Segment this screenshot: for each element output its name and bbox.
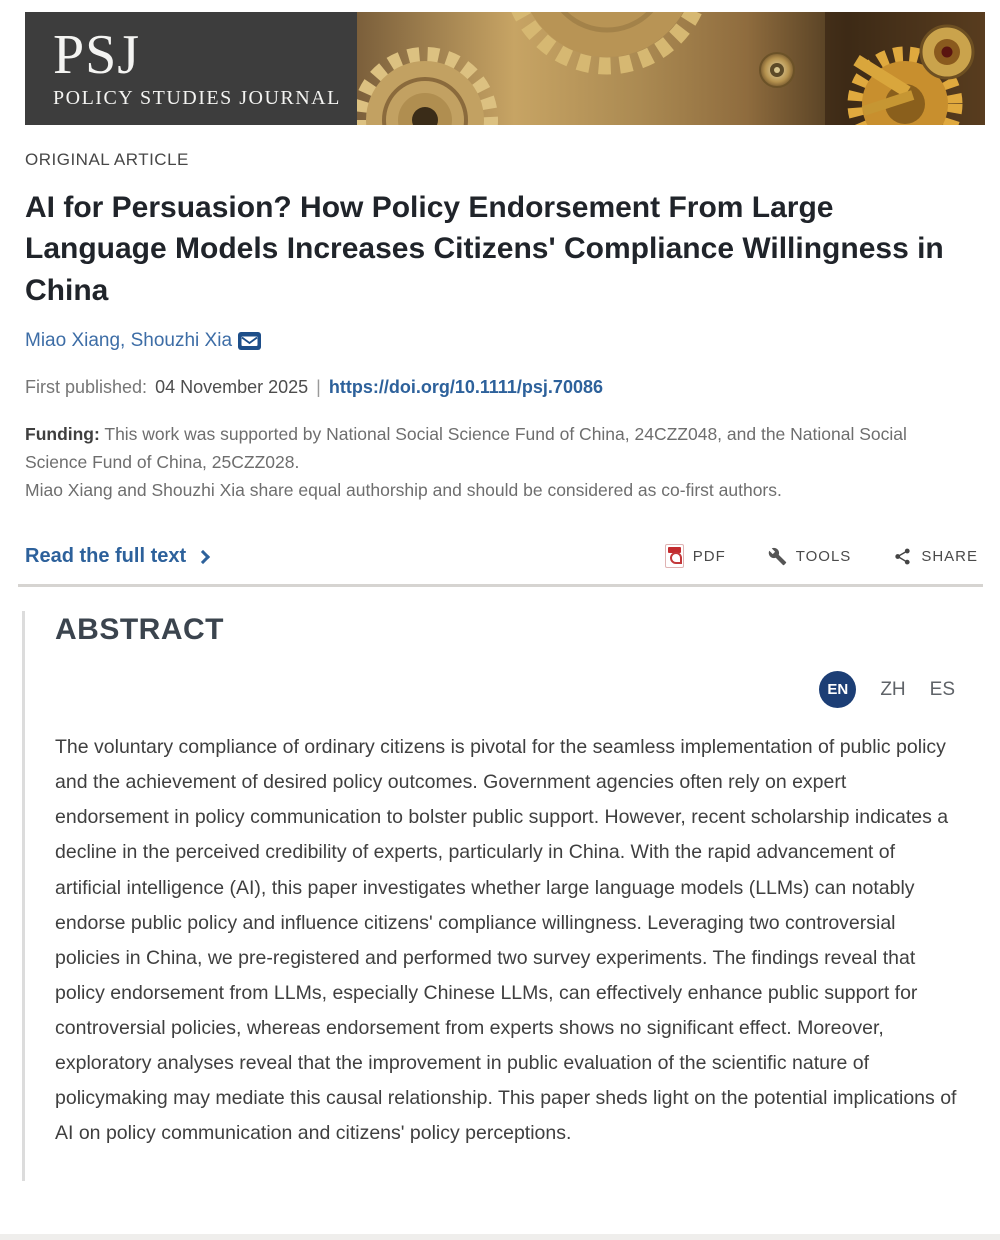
authorship-note: Miao Xiang and Shouzhi Xia share equal authorship and should be considered as co-first authors. xyxy=(25,480,782,501)
journal-cover-gears-image xyxy=(357,12,985,125)
funding-statement xyxy=(25,420,960,476)
funding-label: Funding: xyxy=(25,424,100,445)
article-type-label: ORIGINAL ARTICLE xyxy=(25,150,189,169)
journal-name: POLICY STUDIES JOURNAL xyxy=(53,87,341,109)
pdf-icon xyxy=(665,544,684,568)
authors-row xyxy=(25,330,980,352)
first-published-date: 04 November 2025 xyxy=(155,377,309,398)
separator: | xyxy=(316,377,321,398)
journal-abbrev: PSJ xyxy=(53,24,141,86)
publication-info-row xyxy=(25,377,980,398)
article-head xyxy=(0,150,1000,587)
funding-text: This work was supported by National Social Science Fund of China, 24CZZ048, and the National Social Science Fund of China, 25CZZ028. xyxy=(25,424,907,473)
article-title: AI for Persuasion? How Policy Endorsement From Large Language Models Increases Citizens' Compliance Willingness in China xyxy=(25,191,944,307)
first-published-label: First published: xyxy=(25,377,148,398)
share-button[interactable] xyxy=(893,547,978,566)
author-links[interactable]: Miao Xiang, Shouzhi Xia xyxy=(25,330,233,352)
read-full-text-label: Read the full text xyxy=(25,544,187,567)
next-section-edge xyxy=(0,1234,1000,1240)
section-divider xyxy=(18,584,983,587)
email-author-icon[interactable] xyxy=(238,332,261,350)
wrench-icon xyxy=(768,547,787,566)
read-full-text-link[interactable] xyxy=(25,545,208,568)
article-toolbar xyxy=(665,544,980,568)
language-tab-en[interactable]: EN xyxy=(819,671,856,708)
share-label: SHARE xyxy=(921,547,978,565)
share-icon xyxy=(893,547,912,566)
actions-row xyxy=(25,544,980,568)
pdf-label: PDF xyxy=(692,547,726,565)
doi-link[interactable]: https://doi.org/10.1111/psj.70086 xyxy=(328,377,603,398)
abstract-section xyxy=(22,611,980,1181)
tools-label: TOOLS xyxy=(795,547,852,565)
language-tab-zh[interactable]: ZH xyxy=(880,678,906,700)
chevron-right-icon xyxy=(196,550,210,564)
language-tab-es[interactable]: ES xyxy=(929,678,955,700)
abstract-heading: ABSTRACT xyxy=(55,613,224,647)
abstract-language-switcher xyxy=(55,671,955,708)
abstract-text: The voluntary compliance of ordinary citizens is pivotal for the seamless implementation of public policy and the achievement of desired policy outcomes. Government agencies often rely on expert endorsement in policy communication to bolster public support. However, recent scholarship indicates a decline in the perceived credibility of experts, particularly in China. With the rapid advancement of artificial intelligence (AI), this paper investigates whether large language models (LLMs) can notably endorse public policy and influence citizens' compliance willingness. Leveraging two controversial policies in China, we pre-registered and performed two survey experiments. The findings reveal that policy endorsement from LLMs, especially Chinese LLMs, can effectively enhance public support for controversial policies, whereas endorsement from experts shows no significant effect. Moreover, exploratory analyses reveal that the improvement in public evaluation of the scientific nature of policymaking may mediate this causal relationship. This paper sheds light on the potential implications of AI on policy communication and citizens' policy perceptions. xyxy=(55,736,957,1145)
tools-button[interactable] xyxy=(768,547,852,566)
pdf-button[interactable] xyxy=(665,544,726,568)
journal-logo[interactable] xyxy=(25,12,357,125)
journal-banner xyxy=(25,12,985,125)
